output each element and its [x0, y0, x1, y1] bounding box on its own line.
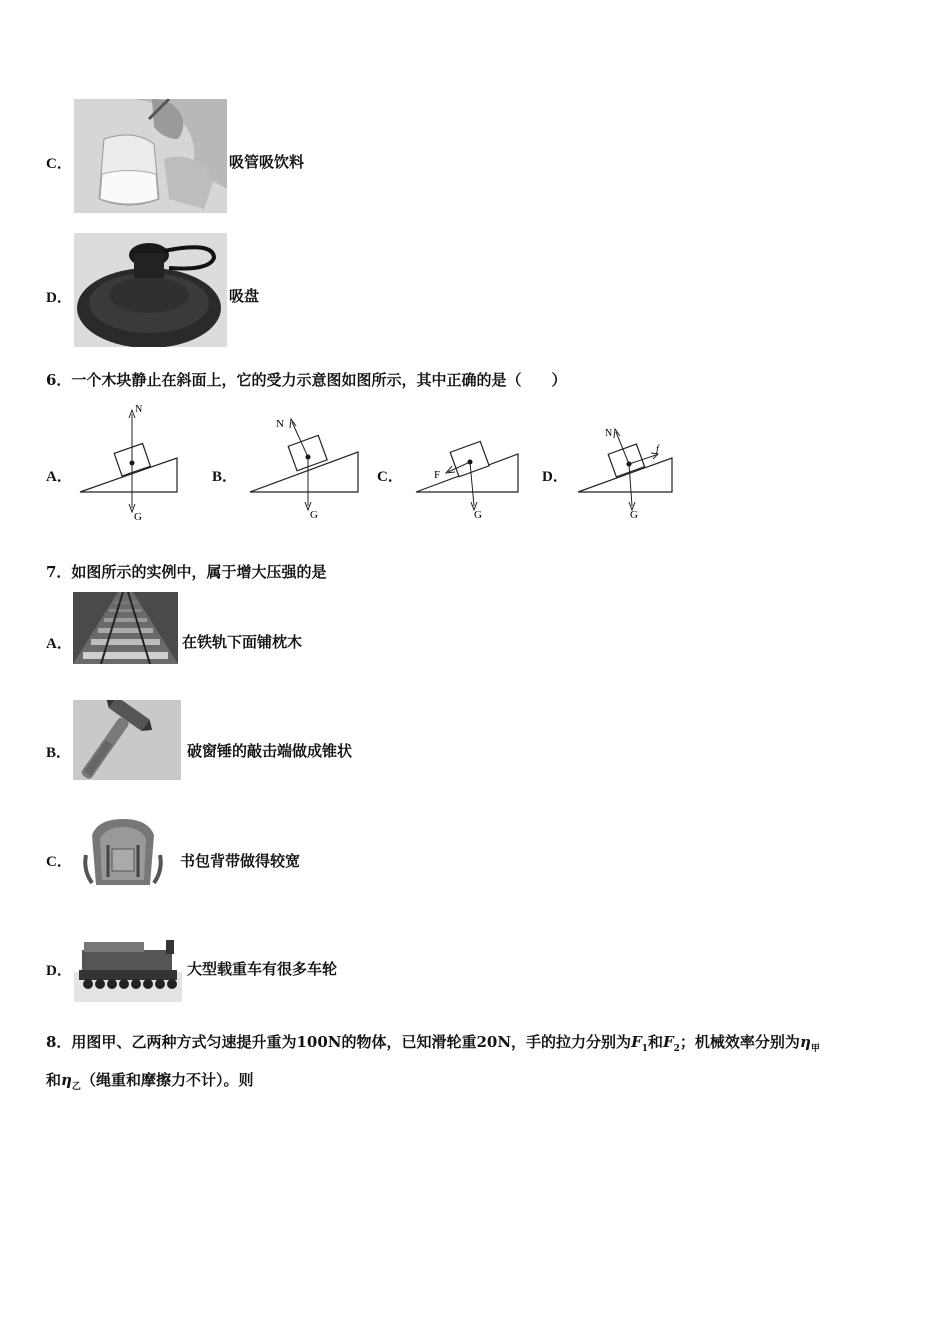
- q7-option-c-text: 书包背带做得较宽: [180, 852, 301, 870]
- q6-option-c-label: C．: [377, 469, 403, 485]
- railway-track-photo: [73, 592, 178, 664]
- q8-and: 和: [647, 1033, 663, 1051]
- q6-c-force-f: F: [434, 469, 441, 481]
- window-breaker-hammer-photo: [73, 700, 181, 780]
- q6-diagram-c: [412, 400, 527, 525]
- straw-drinking-photo: [74, 99, 227, 213]
- q8-stem-text: 8．用图甲、乙两种方式匀速提升重为100N的物体，已知滑轮重20N，手的拉力分别为: [46, 1033, 632, 1051]
- q7-option-a-label: A．: [46, 636, 72, 652]
- suction-cup-photo: [74, 233, 227, 347]
- q8-f1: $F_1$: [631, 1033, 648, 1054]
- q7-stem: 7．如图所示的实例中，属于增大压强的是: [46, 563, 327, 581]
- q7-option-c-label: C．: [46, 854, 72, 870]
- q6-d-force-g: G: [630, 509, 638, 521]
- q7-option-b-text: 破窗锤的敲击端做成锥状: [187, 742, 353, 760]
- q6-c-force-g: G: [474, 509, 482, 521]
- q5-option-c-text: 吸管吸饮料: [229, 153, 305, 171]
- q7-option-d-label: D．: [46, 963, 72, 979]
- q6-a-force-g: G: [134, 511, 142, 523]
- q6-b-force-n: N: [276, 418, 284, 430]
- q8-eta-a: $\eta_甲$: [799, 1033, 820, 1054]
- q6-option-d-label: D．: [542, 469, 568, 485]
- q6-a-force-n: N: [135, 404, 143, 415]
- q5-option-d-text: 吸盘: [229, 287, 260, 305]
- q8-and-2: 和: [46, 1071, 62, 1089]
- q6-option-a-label: A．: [46, 469, 72, 485]
- q7-option-d-text: 大型载重车有很多车轮: [187, 960, 338, 978]
- q6-d-force-f: f: [656, 444, 659, 455]
- backpack-photo: [78, 815, 168, 890]
- q5-option-c-label: C．: [46, 156, 72, 172]
- q8-f2: $F_2$: [663, 1033, 680, 1054]
- q7-option-a-text: 在铁轨下面铺枕木: [182, 633, 303, 651]
- q6-diagram-d: [574, 400, 689, 525]
- q8-line-2: [46, 1069, 253, 1092]
- q6-stem: 6．一个木块静止在斜面上，它的受力示意图如图所示，其中正确的是（ ）: [46, 371, 567, 389]
- heavy-truck-photo: [74, 932, 182, 1002]
- q6-b-force-g: G: [310, 509, 318, 521]
- q5-option-d-label: D．: [46, 290, 72, 306]
- q6-diagram-a: [76, 400, 186, 525]
- q6-diagram-b: [246, 400, 366, 525]
- q7-option-b-label: B．: [46, 745, 72, 761]
- q8-efficiency-text: ；机械效率分别为: [679, 1033, 800, 1051]
- q6-d-force-n: N: [605, 428, 613, 439]
- q8-condition-text: （绳重和摩擦力不计）。则: [80, 1071, 254, 1089]
- q6-option-b-label: B．: [212, 469, 238, 485]
- q8-eta-b: $\eta_乙$: [61, 1071, 81, 1092]
- q8-line-1: [46, 1031, 820, 1054]
